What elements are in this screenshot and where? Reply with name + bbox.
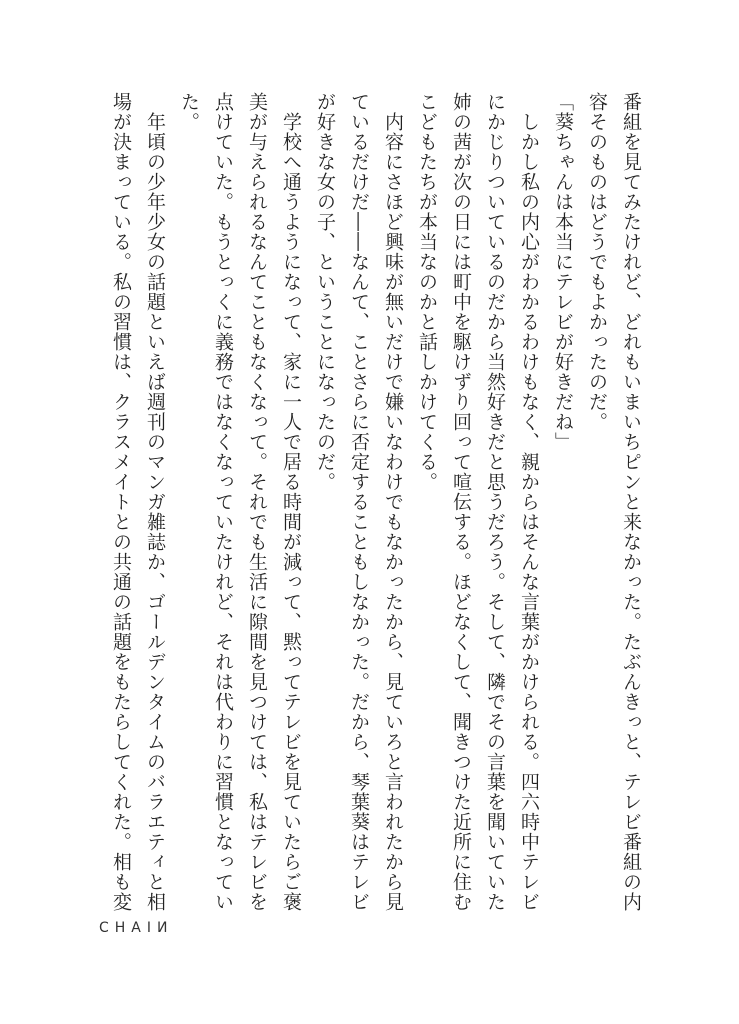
text-line: が好きな女の子、ということになったのだ。: [314, 92, 336, 492]
vertical-text-body: [104, 92, 648, 912]
text-line: 姉の茜が次の日には町中を駆けずり回って喧伝する。ほどなくして、聞きつけた近所に住む: [450, 92, 472, 912]
footer-title: CHAIИ: [99, 920, 174, 936]
text-line: こどもたちが本当なのかと話しかけてくる。: [416, 92, 438, 492]
text-line: にかじりついているのだから当然好きだと思うだろう。そして、隣でその言葉を聞いていた: [484, 92, 506, 912]
text-line: た。: [178, 92, 200, 132]
text-line: ているだけだ――なんて、ことさらに否定することもしなかった。だから、琴葉葵はテレビ: [348, 92, 370, 912]
text-line: 場が決まっている。私の習慣は、クラスメイトとの共通の話題をもたらしてくれた。相も変: [110, 92, 132, 912]
text-line: 内容にさほど興味が無いだけで嫌いなわけでもなかったから、見ていろと言われたから見: [382, 92, 404, 912]
text-line: 点けていた。もうとっくに義務ではなくなっていたけれど、それは代わりに習慣となってい: [212, 92, 234, 912]
text-line: 容そのものはどうでもよかったのだ。: [586, 92, 608, 432]
text-line: 美が与えられるなんてこともなくなって。それでも生活に隙間を見つけては、私はテレビを: [246, 92, 268, 912]
text-line: 年頃の少年少女の話題といえば週刊のマンガ雑誌か、ゴールデンタイムのバラエティと相: [144, 92, 166, 912]
text-line: 「葵ちゃんは本当にテレビが好きだね」: [552, 92, 574, 452]
text-line: しかし私の内心がわかるわけもなく、親からはそんな言葉がかけられる。四六時中テレビ: [518, 92, 540, 912]
text-line: 番組を見てみたけれど、どれもいまいちピンと来なかった。たぶんきっと、テレビ番組の内: [620, 92, 642, 912]
text-line: 学校へ通うようになって、家に一人で居る時間が減って、黙ってテレビを見ていたらご褒: [280, 92, 302, 912]
